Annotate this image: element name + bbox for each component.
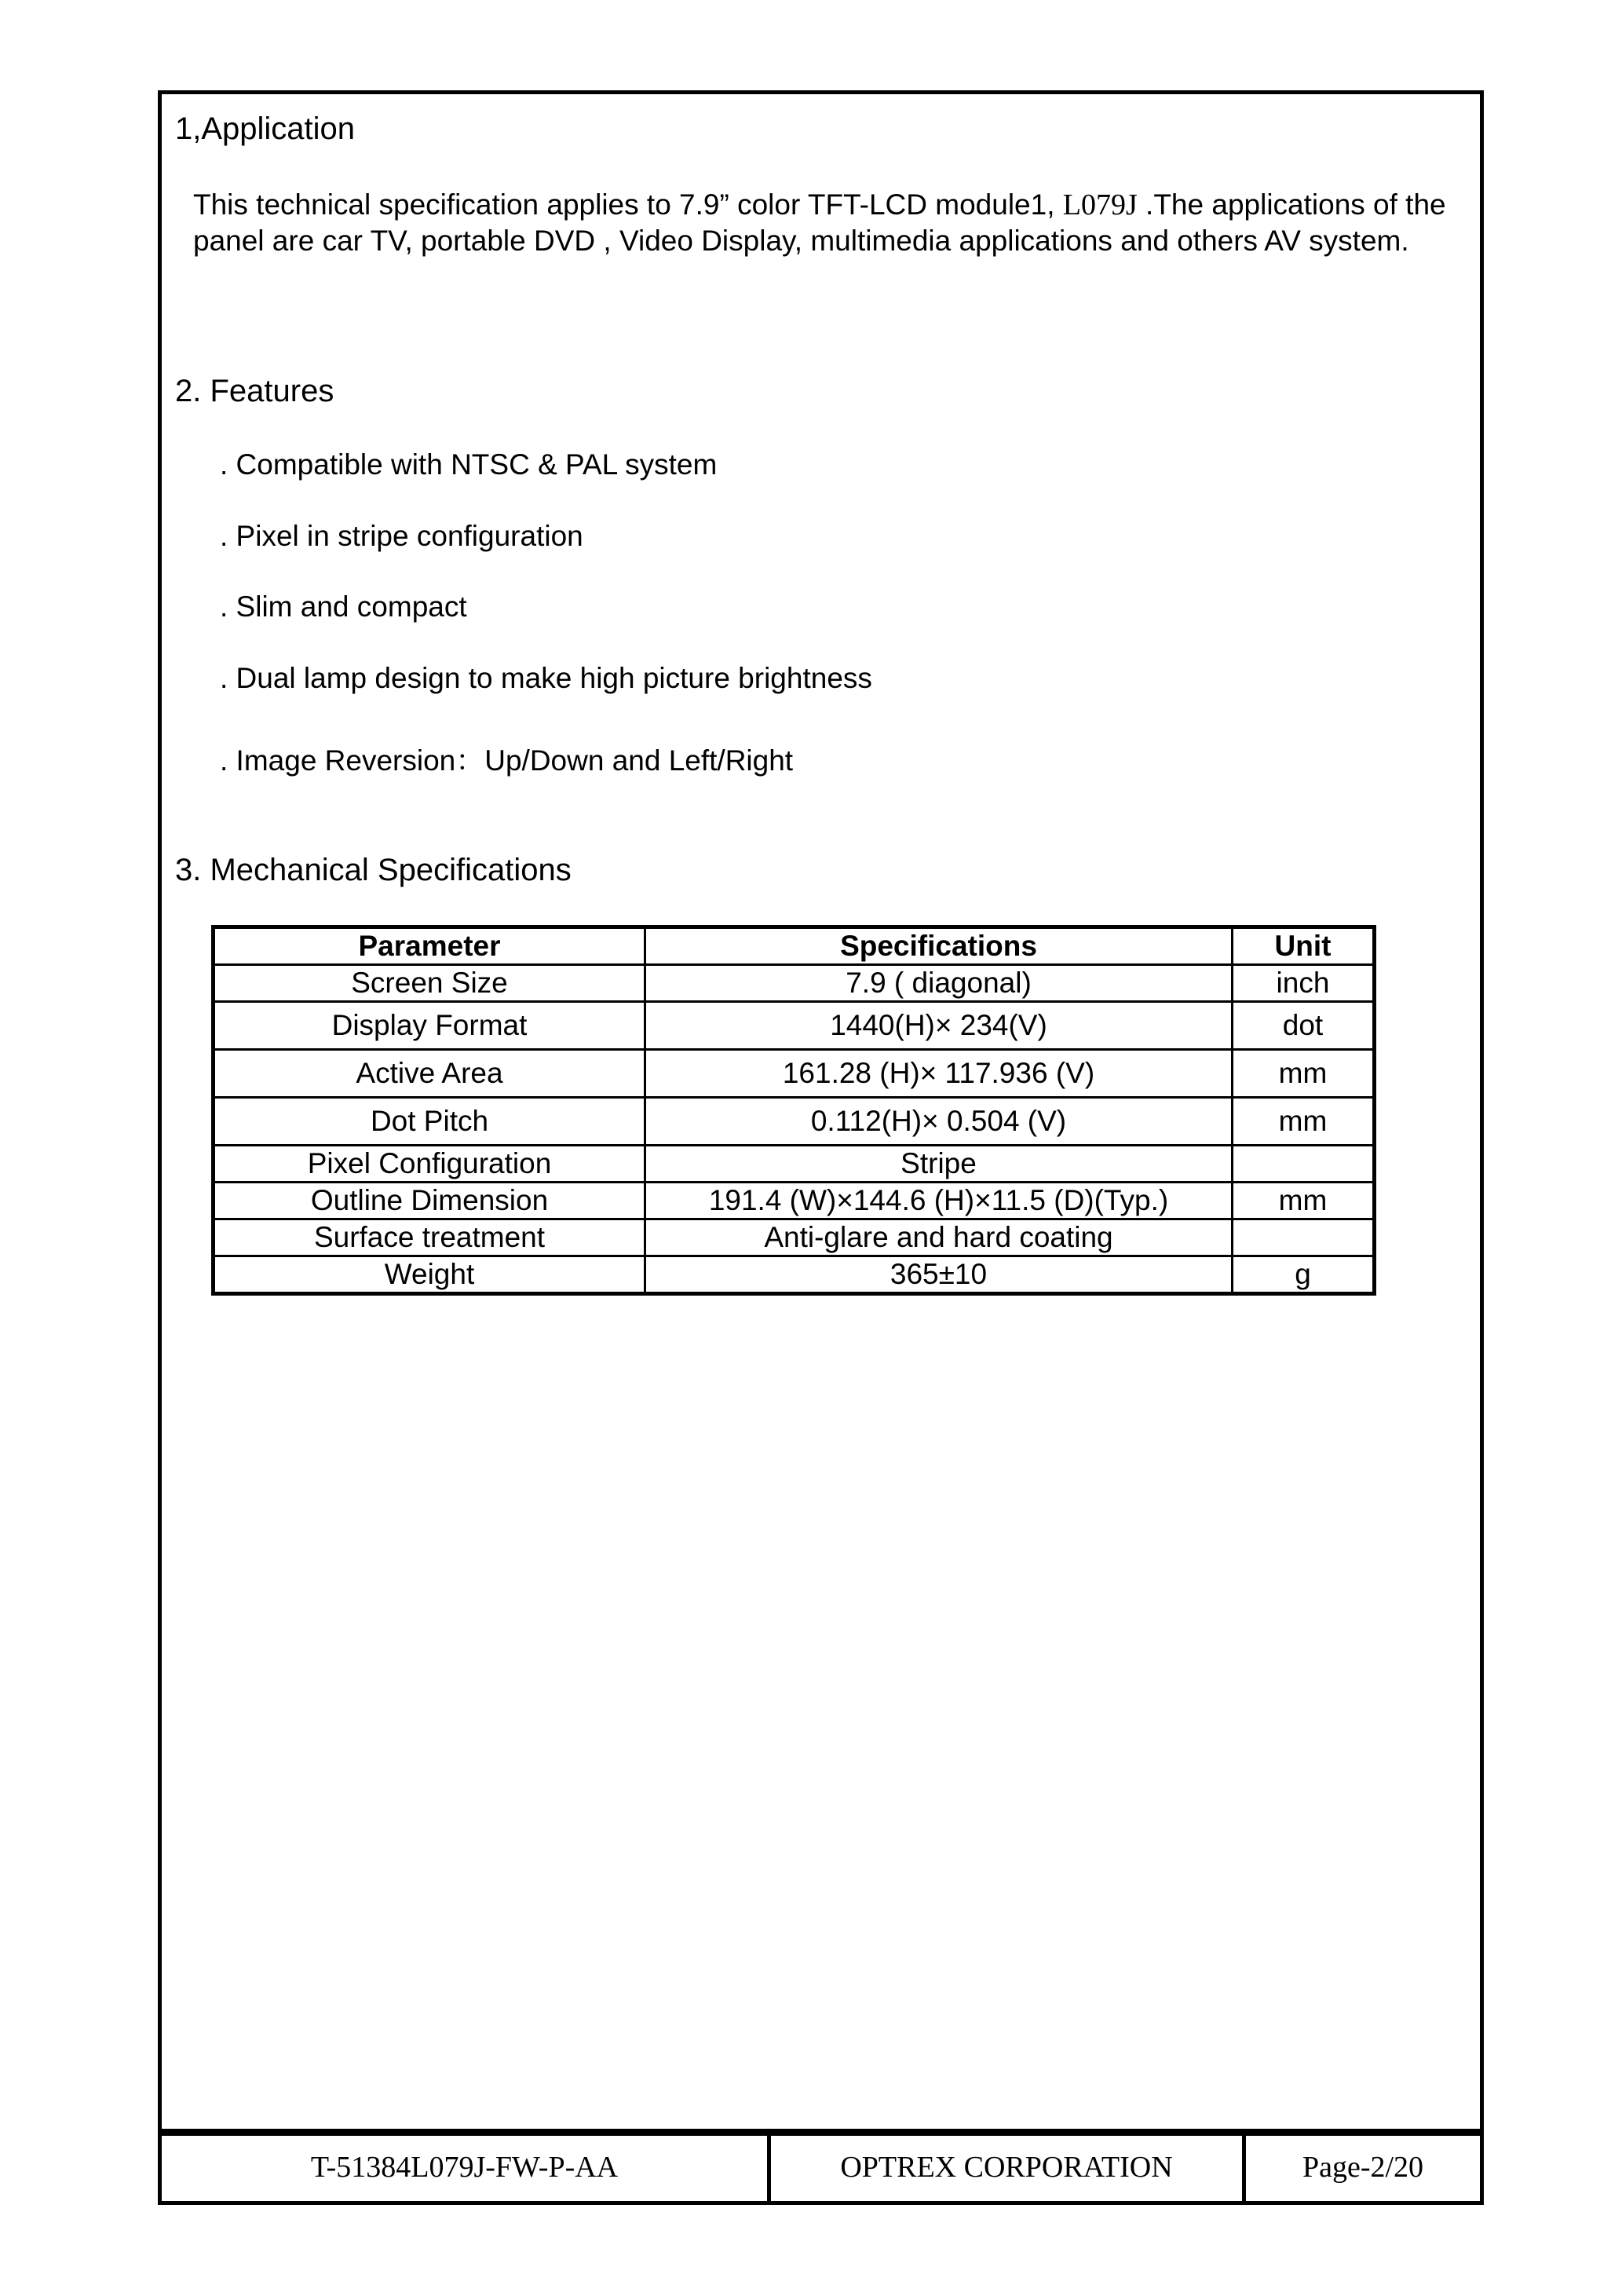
table-row: [214, 1219, 1375, 1256]
footer-page-number: Page-2/20: [1302, 2150, 1424, 2184]
table-cell: 1440(H)× 234(V): [645, 1002, 1233, 1050]
model-name: L079J: [1062, 188, 1138, 221]
table-cell: mm: [1233, 1098, 1375, 1146]
table-row: [214, 1002, 1375, 1050]
table-row: [214, 1183, 1375, 1219]
table-cell: Pixel Configuration: [214, 1146, 645, 1183]
table-cell: 0.112(H)× 0.504 (V): [645, 1098, 1233, 1146]
footer-doc-number: T-51384L079J-FW-P-AA: [162, 2133, 771, 2201]
mechanical-spec-table: [211, 925, 1376, 1296]
table-cell: 7.9 ( diagonal): [645, 965, 1233, 1002]
column-header-unit: Unit: [1233, 927, 1375, 965]
table-row: [214, 1256, 1375, 1294]
table-cell: 191.4 (W)×144.6 (H)×11.5 (D)(Typ.): [645, 1183, 1233, 1219]
table-cell: g: [1233, 1256, 1375, 1294]
table-cell: Outline Dimension: [214, 1183, 645, 1219]
feature-item: . Slim and compact: [220, 590, 467, 623]
footer-company: OPTREX CORPORATION: [771, 2133, 1246, 2201]
section-heading-mechanical: 3. Mechanical Specifications: [175, 853, 572, 887]
table-cell: Display Format: [214, 1002, 645, 1050]
table-row: [214, 1146, 1375, 1183]
page-footer: [158, 2129, 1484, 2205]
column-header-parameter: Parameter: [214, 927, 645, 965]
application-text-start: This technical specification applies to 7.9” color TFT-LCD module1,: [193, 188, 1063, 221]
feature-item: . Pixel in stripe configuration: [220, 520, 583, 552]
feature-item: . Image Reversion：Up/Down and Left/Right: [220, 744, 794, 777]
feature-item: . Dual lamp design to make high picture brightness: [220, 662, 872, 694]
table-cell: Screen Size: [214, 965, 645, 1002]
table-cell: Anti-glare and hard coating: [645, 1219, 1233, 1256]
table-cell: Active Area: [214, 1050, 645, 1098]
table-header-row: [214, 927, 1375, 965]
application-text-end: .The applications of the panel are car TV, portable DVD , Video Display, multimedia applications and others AV system.: [193, 188, 1446, 257]
column-header-specifications: Specifications: [645, 927, 1233, 965]
table-row: [214, 965, 1375, 1002]
table-cell: 365±10: [645, 1256, 1233, 1294]
feature-item: . Compatible with NTSC & PAL system: [220, 448, 718, 481]
table-row: [214, 1098, 1375, 1146]
table-cell: dot: [1233, 1002, 1375, 1050]
table-cell: mm: [1233, 1183, 1375, 1219]
application-paragraph: [193, 187, 1473, 258]
table-cell: 161.28 (H)× 117.936 (V): [645, 1050, 1233, 1098]
section-heading-features: 2. Features: [175, 374, 334, 408]
table-row: [214, 1050, 1375, 1098]
table-cell: [1233, 1219, 1375, 1256]
table-cell: mm: [1233, 1050, 1375, 1098]
table-cell: Weight: [214, 1256, 645, 1294]
table-cell: Surface treatment: [214, 1219, 645, 1256]
table-cell: inch: [1233, 965, 1375, 1002]
table-cell: [1233, 1146, 1375, 1183]
table-cell: Stripe: [645, 1146, 1233, 1183]
table-cell: Dot Pitch: [214, 1098, 645, 1146]
section-heading-application: 1,Application: [175, 112, 356, 146]
